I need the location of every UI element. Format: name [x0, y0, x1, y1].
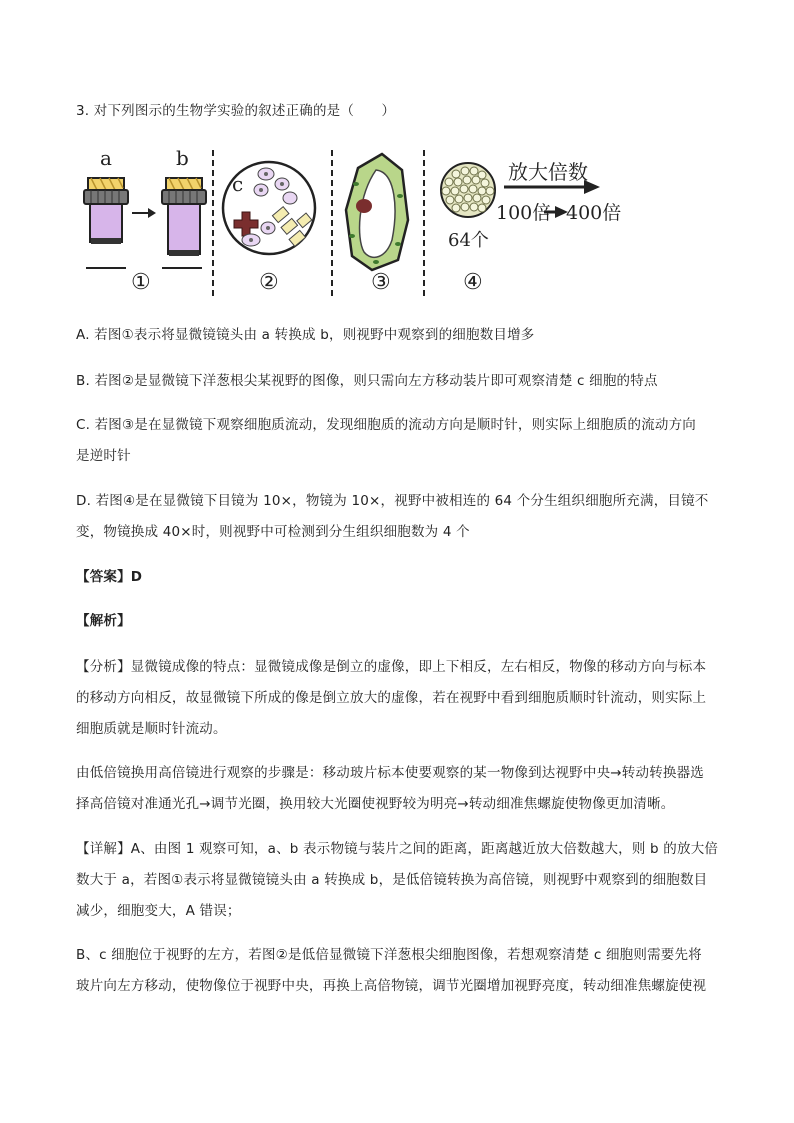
analysis-p1-line-2: 的移动方向相反，故显微镜下所成的像是倒立放大的虚像，若在视野中看到细胞质顺时针流动，则实际上 — [76, 690, 707, 706]
objective-a-icon — [84, 178, 128, 244]
option-b: B. 若图②是显微镜下洋葱根尖某视野的图像，则只需向左方移动装片即可观察清楚 c 细胞的特点 — [76, 373, 658, 389]
panel-label-4: ④ — [463, 270, 483, 295]
option-d-line-1: D. 若图④是在显微镜下目镜为 10×，物镜为 10×，视野中被相连的 64 个分生组织细胞所充满，目镜不 — [76, 493, 709, 509]
magnify-to: 400倍 — [566, 202, 622, 224]
option-c-line-1: C. 若图③是在显微镜下观察细胞质流动，发现细胞质的流动方向是顺时针，则实际上细胞质的流动方向 — [76, 417, 697, 433]
analysis-p1-line-3: 细胞质就是顺时针流动。 — [76, 721, 227, 737]
magnify-from: 100倍 — [496, 202, 552, 224]
analysis-p4-line-1: B、c 细胞位于视野的左方，若图②是低倍显微镜下洋葱根尖细胞图像，若想观察清楚 c 细胞则需要先将 — [76, 947, 702, 963]
cell-count: 64个 — [448, 230, 489, 251]
magnify-title: 放大倍数 — [508, 160, 588, 184]
analysis-p3-line-1: 【详解】A、由图 1 观察可知，a、b 表示物镜与装片之间的距离，距离越近放大倍数越大，则 b 的放大倍 — [76, 841, 719, 857]
analysis-p3-line-3: 减少，细胞变大，A 错误； — [76, 903, 241, 919]
analysis-p4-line-2: 玻片向左方移动，使物像位于视野中央，再换上高倍物镜，调节光圈增加视野亮度，转动细准焦螺旋使视 — [76, 978, 707, 994]
objective-b-icon — [162, 178, 206, 256]
label-b: b — [176, 146, 189, 170]
answer: 【答案】D — [76, 569, 143, 585]
plant-cell-icon — [346, 154, 408, 270]
option-d-line-2: 变，物镜换成 40×时，则视野中可检测到分生组织细胞数为 4 个 — [76, 524, 470, 540]
analysis-heading: 【解析】 — [76, 613, 131, 629]
panel-label-2: ② — [259, 270, 279, 295]
panel-label-1: ① — [131, 270, 151, 295]
option-a: A. 若图①表示将显微镜镜头由 a 转换成 b，则视野中观察到的细胞数目增多 — [76, 327, 535, 343]
analysis-p2-line-1: 由低倍镜换用高倍镜进行观察的步骤是：移动玻片标本使要观察的某一物像到达视野中央→转动转换器选 — [76, 765, 705, 781]
analysis-p2-line-2: 择高倍镜对准通光孔→调节光圈，换用较大光圈使视野较为明亮→转动细准焦螺旋使物像更加清晰。 — [76, 796, 675, 812]
label-c: c — [232, 172, 244, 196]
question-figure — [76, 140, 636, 305]
meristem-cells-icon — [441, 163, 495, 217]
analysis-p1-line-1: 【分析】显微镜成像的特点：显微镜成像是倒立的虚像，即上下相反，左右相反，物像的移动方向与标本 — [76, 659, 707, 675]
arrow-a-to-b-icon — [132, 208, 156, 218]
analysis-p3-line-2: 数大于 a，若图①表示将显微镜镜头由 a 转换成 b，是低倍镜转换为高倍镜，则视野中观察到的细胞数目 — [76, 872, 708, 888]
option-c-line-2: 是逆时针 — [76, 448, 131, 464]
label-a: a — [100, 146, 112, 170]
question-stem: 3. 对下列图示的生物学实验的叙述正确的是（ ） — [76, 103, 396, 119]
panel-label-3: ③ — [371, 270, 391, 295]
